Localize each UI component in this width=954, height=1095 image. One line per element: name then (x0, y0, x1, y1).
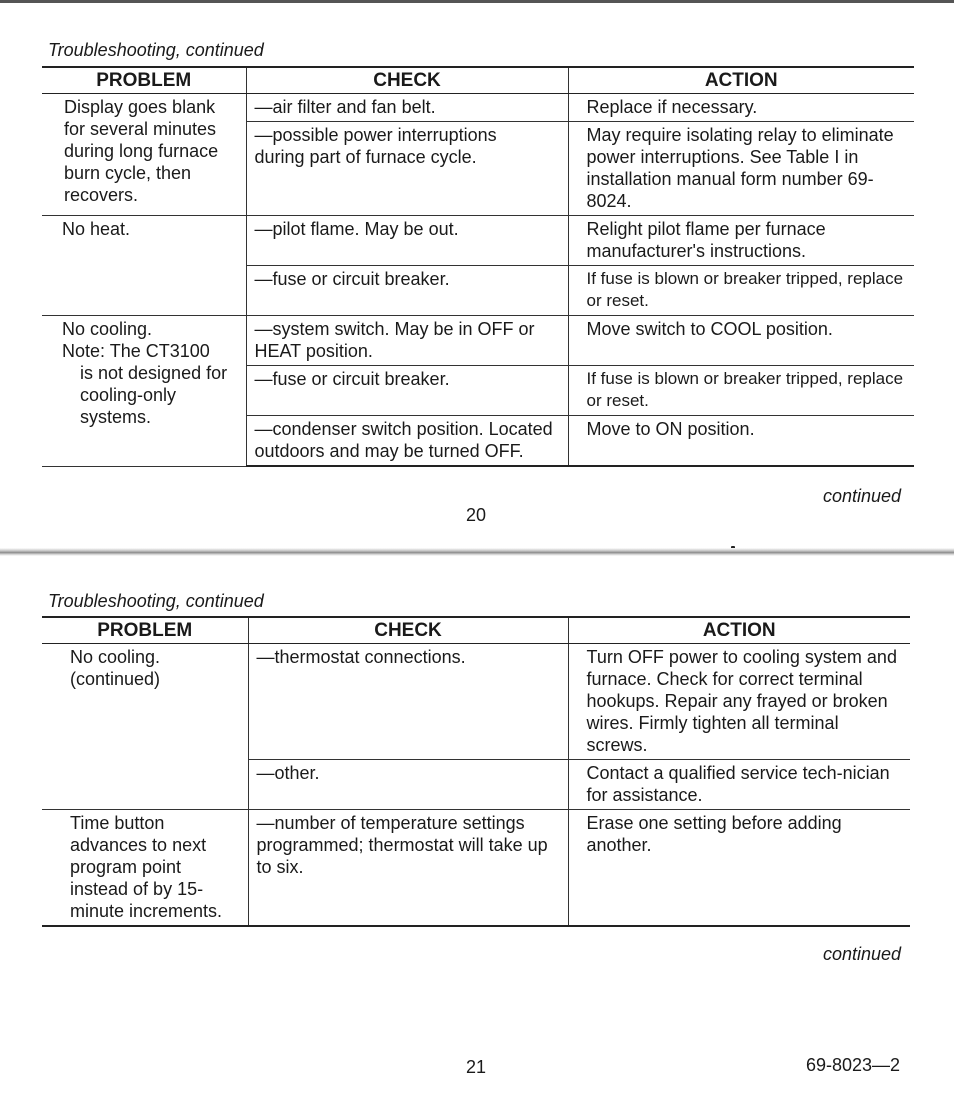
action-cell: May require isolating relay to eliminate power interruptions. See Table I in installation manual form number 69-8024. (568, 122, 914, 216)
troubleshooting-table (42, 66, 914, 467)
page-fold-shadow (0, 548, 954, 556)
check-cell: —number of temperature settings programmed; thermostat will take up to six. (248, 810, 568, 927)
section-heading: Troubleshooting, continued (48, 40, 264, 60)
table-row (42, 810, 910, 927)
table-row (42, 216, 914, 266)
table-header-row (42, 67, 914, 94)
action-cell: Replace if necessary. (568, 94, 914, 122)
page-21 (0, 565, 954, 1095)
table-row (42, 644, 910, 760)
header-problem: PROBLEM (42, 617, 248, 644)
action-cell: Move to ON position. (568, 416, 914, 467)
action-cell: If fuse is blown or breaker tripped, replace or reset. (568, 366, 914, 416)
problem-line: No cooling. (62, 319, 153, 339)
check-cell: —condenser switch position. Located outdoors and may be turned OFF. (246, 416, 568, 467)
check-cell: —air filter and fan belt. (246, 94, 568, 122)
header-action: ACTION (568, 617, 910, 644)
action-cell: If fuse is blown or breaker tripped, replace or reset. (568, 266, 914, 316)
check-cell: —fuse or circuit breaker. (246, 366, 568, 416)
header-check: CHECK (246, 67, 568, 94)
problem-cell: No cooling. (continued) (42, 644, 248, 810)
section-heading: Troubleshooting, continued (48, 591, 264, 611)
problem-cell: Time button advances to next program point instead of by 15-minute increments. (42, 810, 248, 927)
check-cell: —possible power interruptions during part of furnace cycle. (246, 122, 568, 216)
problem-note-rest: is not designed for cooling-only systems. (80, 363, 228, 427)
check-cell: —fuse or circuit breaker. (246, 266, 568, 316)
header-check: CHECK (248, 617, 568, 644)
table-row (42, 316, 914, 366)
action-cell: Relight pilot flame per furnace manufacturer's instructions. (568, 216, 914, 266)
action-cell: Contact a qualified service tech-nician for assistance. (568, 760, 910, 810)
action-cell: Move switch to COOL position. (568, 316, 914, 366)
check-cell: —system switch. May be in OFF or HEAT position. (246, 316, 568, 366)
page-number: 20 (466, 505, 487, 525)
continued-label: continued (823, 486, 902, 506)
page-number: 21 (466, 1057, 487, 1077)
check-cell: —pilot flame. May be out. (246, 216, 568, 266)
header-action: ACTION (568, 67, 914, 94)
problem-note: Note: The CT3100 (62, 341, 210, 361)
problem-cell: Display goes blank for several minutes during long furnace burn cycle, then recovers. (42, 94, 246, 216)
check-cell: —other. (248, 760, 568, 810)
action-cell: Erase one setting before adding another. (568, 810, 910, 927)
check-cell: —thermostat connections. (248, 644, 568, 760)
continued-label: continued (823, 944, 902, 964)
problem-cell: No heat. (42, 216, 246, 316)
header-problem: PROBLEM (42, 67, 246, 94)
document-number: 69-8023—2 (806, 1055, 901, 1075)
troubleshooting-table (42, 616, 910, 927)
problem-cell (42, 316, 246, 467)
action-cell: Turn OFF power to cooling system and furnace. Check for correct terminal hookups. Repair any frayed or broken wires. Firmly tighten all terminal screws. (568, 644, 910, 760)
table-header-row (42, 617, 910, 644)
table-row (42, 94, 914, 122)
